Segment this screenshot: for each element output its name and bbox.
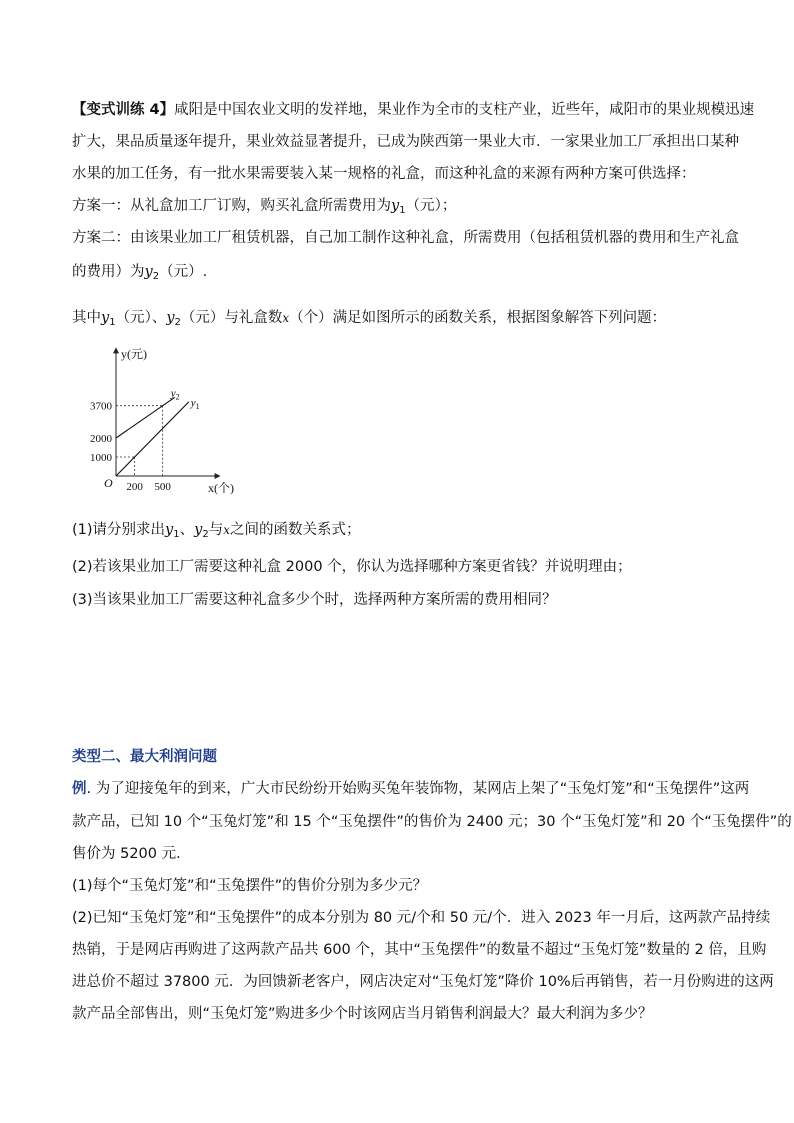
example-question-1: (1)每个“玉兔灯笼”和“玉兔摆件”的售价分别为多少元？: [72, 878, 428, 894]
example-line-1: 例. 为了迎接兔年的到来，广大市民纷纷开始购买兔年装饰物，某网店上架了“玉兔灯笼”和“玉兔摆件”这两: [72, 781, 750, 797]
y-tick-label-3700: 3700: [90, 400, 112, 413]
question-1: (1)请分别求出$y_1$、$y_2$与x之间的函数关系式；: [72, 522, 361, 540]
y-tick-label-1000: 1000: [90, 452, 112, 464]
plan-two-line-1: 方案二：由该果业加工厂租赁机器，自己加工制作这种礼盒，所需费用（包括租赁机器的费用和生产礼盒: [72, 230, 739, 246]
series-line-y2: [116, 397, 175, 438]
y-axis-label: y(元): [121, 347, 147, 361]
variant-tag: 【变式训练 4】: [72, 102, 175, 118]
example-question-2-line-2: 热销，于是网店再购进了这两款产品共 600 个，其中“玉兔摆件”的数量不超过“玉兔灯笼”数量的 2 倍，且购: [72, 942, 767, 958]
variant-paragraph-line-3: 水果的加工任务，有一批水果需要装入某一规格的礼盒，而这种礼盒的来源有两种方案可供选择：: [72, 166, 696, 182]
x-tick-label-200: 200: [126, 481, 143, 493]
question-2: (2)若该果业加工厂需要这种礼盒 2000 个，你认为选择哪种方案更省钱？并说明理由；: [72, 559, 632, 575]
example-question-2-line-3: 进总价不超过 37800 元．为回馈新老客户，网店决定对“玉兔灯笼”降价 10%后再销售，若一月份购进的这两: [72, 974, 774, 990]
series-label-y2: $y_2$: [170, 387, 180, 402]
y-tick-label-2000: 2000: [90, 433, 112, 445]
example-question-2-line-4: 款产品全部售出，则“玉兔灯笼”购进多少个时该网店当月销售利润最大？最大利润为多少？: [72, 1006, 653, 1022]
example-tag: 例: [72, 781, 87, 797]
series-label-y1: $y_1$: [190, 396, 200, 411]
plan-one-line: 方案一：从礼盒加工厂订购，购买礼盒所需费用为$y_1$（元）；: [72, 198, 457, 216]
cost-function-chart: [74, 338, 254, 502]
origin-label: O: [104, 476, 113, 490]
example-line-2: 款产品，已知 10 个“玉兔灯笼”和 15 个“玉兔摆件”的售价为 2400 元；30 个“玉兔灯笼”和 20 个“玉兔摆件”的: [72, 814, 792, 830]
x-axis-label: x(个): [208, 481, 234, 495]
example-line-3: 售价为 5200 元．: [72, 846, 191, 862]
question-3: (3)当该果业加工厂需要这种礼盒多少个时，选择两种方案所需的费用相同？: [72, 592, 557, 608]
x-tick-label-500: 500: [154, 481, 171, 493]
plan-two-line-2: 的费用）为$y_2$（元）.: [72, 264, 208, 282]
example-question-2-line-1: (2)已知“玉兔灯笼”和“玉兔摆件”的成本分别为 80 元/个和 50 元/个．进入 2023 年一月后，这两款产品持续: [72, 910, 771, 926]
section-heading: 类型二、最大利润问题: [72, 749, 217, 765]
relation-line: 其中$y_1$（元）、$y_2$（元）与礼盒数x（个）满足如图所示的函数关系，根据图象解答下列问题：: [72, 310, 667, 328]
variant-paragraph-line-1: 【变式训练 4】咸阳是中国农业文明的发祥地，果业作为全市的支柱产业，近些年，咸阳市的果业规模迅速: [72, 102, 755, 118]
variant-paragraph-line-2: 扩大，果品质量逐年提升，果业效益显著提升，已成为陕西第一果业大市．一家果业加工厂承担出口某种: [72, 134, 739, 150]
